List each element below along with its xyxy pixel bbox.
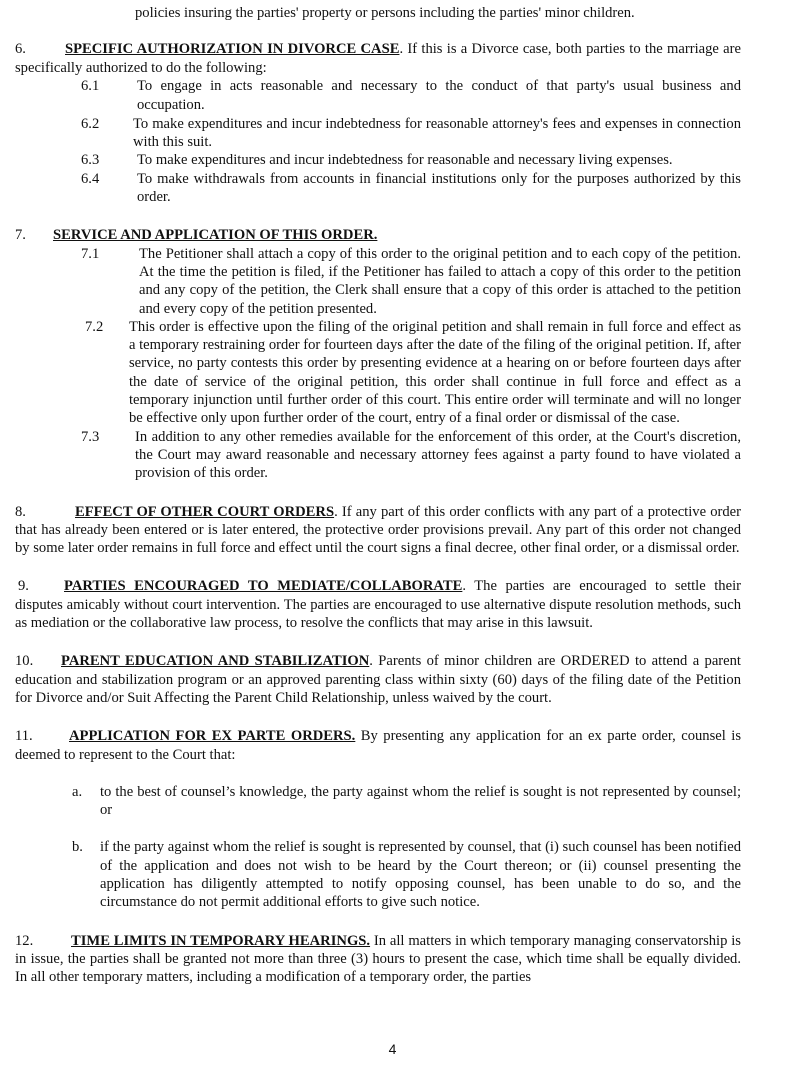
list-item [15, 838, 741, 911]
section-11 [15, 727, 741, 911]
item-text: In addition to any other remedies available for the enforcement of this order, at the Court's discretion, the Court may award reasonable and necessary attorney fees against a party found to have violated a provision of this order. [135, 428, 741, 482]
section-8 [15, 503, 741, 558]
section-number: 11. [15, 728, 33, 745]
section-number: 8. [15, 503, 26, 520]
section-heading: TIME LIMITS IN TEMPORARY HEARINGS. [71, 932, 371, 949]
list-item [15, 318, 741, 428]
section-9 [15, 577, 741, 632]
section-text: . Parents of minor children are ORDERED to attend a parent education and stabilization program or an approved parenting class within sixty (60) days of the filing date of the Petition for Divorce and/or Suit Affecting the Parent Child Relationship, unless waived by the court. [15, 653, 741, 706]
section-10 [15, 652, 741, 707]
section-text: . If this is a Divorce case, both parties to the marriage are specifically authorized to do the following: [15, 41, 741, 76]
item-letter: b. [72, 839, 83, 856]
item-letter: a. [72, 783, 83, 800]
section-heading: PARENT EDUCATION AND STABILIZATION [61, 653, 370, 670]
section-text: By presenting any application for an ex parte order, counsel is deemed to represent to the Court that: [15, 728, 741, 763]
list-item [15, 77, 741, 115]
item-number: 7.3 [81, 428, 100, 445]
section-12 [15, 932, 741, 987]
section-6-intro [15, 40, 741, 77]
document-page [15, 4, 741, 986]
section-heading: APPLICATION FOR EX PARTE ORDERS. [69, 728, 356, 745]
section-text: In all matters in which temporary managing conservatorship is in issue, the parties shall be granted not more than three (3) hours to present the case, which time shall be equally divided. In all other temporary matters, including a modification of a temporary order, the parties [15, 932, 741, 986]
item-text: To make expenditures and incur indebtedness for reasonable attorney's fees and expenses in connection with this suit. [133, 115, 741, 151]
section-number: 6. [15, 41, 26, 58]
item-text: To make expenditures and incur indebtedness for reasonable and necessary living expenses. [137, 152, 673, 169]
item-text: To engage in acts reasonable and necessary to the conduct of that party's usual business and occupation. [137, 77, 741, 113]
item-number: 7.1 [81, 245, 100, 262]
item-number: 6.2 [81, 115, 100, 132]
section-7 [15, 226, 741, 482]
list-item [15, 151, 741, 169]
item-number: 7.2 [85, 318, 104, 335]
section-text: . If any part of this order conflicts with any part of a protective order that has already been entered or is later entered, the protective order provisions prevail. Any part of this order not changed by some later order remains in full force and effect until the court signs a final decree, other final order, or a dismissal order. [15, 503, 741, 557]
page-number: 4 [388, 1041, 397, 1057]
section-6 [15, 40, 741, 206]
section-7-intro [15, 226, 741, 244]
section-heading: SERVICE AND APPLICATION OF THIS ORDER. [53, 227, 378, 244]
list-item [15, 115, 741, 152]
section-heading: SPECIFIC AUTHORIZATION IN DIVORCE CASE [65, 41, 400, 58]
section-heading: EFFECT OF OTHER COURT ORDERS [75, 503, 335, 520]
section-number: 10. [15, 653, 34, 670]
section-number: 12. [15, 932, 34, 949]
section-10-body [15, 652, 741, 707]
section-text: . The parties are encouraged to settle their disputes amicably without court intervention. The parties are encouraged to use alternative dispute resolution methods, such as mediation or the collaborative law process, to resolve the conflicts that may arise in this lawsuit. [15, 578, 741, 632]
item-number: 6.1 [81, 77, 100, 94]
item-text: The Petitioner shall attach a copy of this order to the original petition and to each copy of the petition. At the time the petition is filed, if the Petitioner has failed to attach a copy of this order to the petition and any copy of the petition, the Clerk shall ensure that a copy of this order is attached to the petition and every copy of the petition presented. [139, 245, 741, 317]
top-line: policies insuring the parties' property or persons including the parties' minor children. [135, 5, 635, 21]
item-text: To make withdrawals from accounts in financial institutions only for the purposes authorized by this order. [137, 170, 741, 206]
section-11-intro [15, 727, 741, 764]
item-number: 6.4 [81, 170, 100, 187]
section-number: 7. [15, 227, 26, 244]
list-item [15, 170, 741, 207]
item-text: This order is effective upon the filing of the original petition and shall remain in full force and effect as a temporary restraining order for fourteen days after the date of the filing of the original petition. If, after service, no party contests this order by presenting evidence at a hearing on or before fourteen days after the date of service of the original petition, this order shall continue in full force and effect as a temporary injunction until further order of this court. This entire order will terminate and will no longer be effective only upon further order of the court, entry of a final order or dismissal of the case. [129, 318, 741, 427]
section-heading: PARTIES ENCOURAGED TO MEDIATE/COLLABORATE [64, 578, 463, 595]
list-item [15, 783, 741, 820]
section-9-body [15, 577, 741, 632]
list-item [15, 245, 741, 318]
list-item [15, 428, 741, 483]
section-number: 9. [18, 578, 29, 595]
item-number: 6.3 [81, 152, 100, 169]
section-8-body [15, 503, 741, 558]
item-text: if the party against whom the relief is sought is represented by counsel, that (i) such counsel has been notified of the application and does not wish to be heard by the Court thereon; or (ii) counsel presenting the application has diligently attempted to notify opposing counsel, has been unable to do so, and the circumstance do not permit additional efforts to give such notice. [100, 839, 741, 911]
item-text: to the best of counsel’s knowledge, the party against whom the relief is sought is not represented by counsel; or [100, 783, 741, 819]
section-12-body [15, 932, 741, 987]
